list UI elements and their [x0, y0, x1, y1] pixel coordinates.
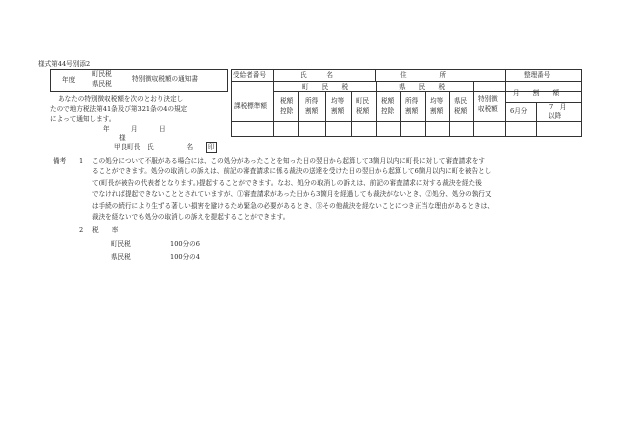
pref-deduction-1: 税額 [381, 97, 395, 105]
recipient-number-header: 受給者番号 [233, 71, 266, 79]
june-header: 6月分 [510, 107, 528, 115]
seal-label: 印 [208, 143, 215, 151]
fiscal-year-label: 年度 [62, 76, 76, 84]
table-rule [231, 121, 582, 122]
address-header: 住 所 [400, 71, 447, 79]
notice-line-1: あなたの特別徴収税額を次のとおり決定し [58, 95, 184, 103]
special-amount-header-2: 収税額 [478, 105, 498, 113]
pref-tax-group-header: 県 民 税 [399, 83, 446, 91]
table-rule [325, 91, 326, 137]
pref-tax-amount-1: 県民 [454, 97, 468, 105]
town-income-1: 所得 [305, 97, 319, 105]
table-rule [375, 69, 376, 81]
pref-income-2: 割額 [405, 107, 419, 115]
pref-equal-1: 均等 [430, 97, 444, 105]
table-rule [536, 102, 537, 137]
date-year: 年 [103, 125, 110, 133]
july-header-1: 7 月 [549, 103, 567, 111]
table-rule [473, 81, 474, 137]
town-deduction-2: 控除 [280, 107, 294, 115]
reference-number-header: 整理番号 [524, 71, 551, 79]
notice-title: 特別徴収税額の通知書 [132, 75, 198, 83]
tax-base-header: 課税標準額 [234, 102, 267, 110]
town-income-2: 割額 [305, 107, 319, 115]
pref-tax-rate-label: 県民税 [111, 253, 131, 261]
town-tax-rate-label: 町民税 [111, 240, 131, 248]
date-day: 日 [159, 125, 166, 133]
table-rule [425, 91, 426, 137]
name-header: 氏 名 [300, 71, 333, 79]
remark-1-line-1: この処分について不服がある場合には、この処分があったことを知った日の翌日から起算して3箇月以内に町長に対して審査請求をす [92, 157, 486, 165]
remark-2-number: 2 [79, 226, 84, 234]
pref-equal-2: 割額 [430, 107, 444, 115]
table-rule [505, 102, 582, 103]
remark-1-line-2: ることができます。処分の取消しの訴えは、前記の審査請求に係る裁決の送達を受けた日の翌日から起算して6箇月以内に町を被告とし [92, 167, 492, 175]
table-rule [400, 91, 401, 137]
table-rule [273, 69, 274, 137]
pref-income-1: 所得 [405, 97, 419, 105]
town-tax-label: 町民税 [92, 70, 112, 78]
pref-deduction-2: 控除 [381, 107, 395, 115]
town-tax-amount-1: 町民 [356, 97, 370, 105]
remark-1-line-5: は手続の続行により生ずる著しい損害を避けるため緊急の必要があるとき、③その他裁決を経ないことにつき正当な理由があるときは、 [92, 202, 494, 210]
notice-line-2: たので地方税法第41条及び第321条の4の規定 [50, 105, 188, 113]
town-deduction-1: 税額 [280, 97, 294, 105]
town-equal-2: 割額 [331, 107, 345, 115]
monthly-header: 月 割 額 [513, 89, 560, 97]
town-tax-amount-2: 税額 [356, 107, 370, 115]
remark-1-line-3: て(町長が被告の代表者となります。)提起することができます。なお、処分の取消しの訴えは、前記の審査請求に対する裁決を経た後 [92, 179, 482, 187]
town-tax-rate-value: 100分の6 [170, 240, 200, 248]
town-tax-group-header: 町 民 税 [302, 83, 349, 91]
addressee-suffix: 様 [119, 134, 126, 142]
date-month: 月 [131, 125, 138, 133]
july-header-2: 以降 [548, 112, 562, 120]
pref-tax-label: 県民税 [92, 80, 112, 88]
tax-rate-label: 税 率 [92, 226, 119, 234]
table-rule [449, 91, 450, 137]
table-rule [376, 81, 377, 137]
special-amount-header-1: 特別徴 [478, 95, 498, 103]
table-rule [298, 91, 299, 137]
table-rule [351, 91, 352, 137]
town-equal-1: 均等 [331, 97, 345, 105]
table-rule [231, 81, 582, 82]
table-rule [505, 69, 506, 137]
remark-1-number: 1 [79, 157, 84, 165]
pref-tax-rate-value: 100分の4 [170, 253, 200, 261]
sender-name: 甲良町長 氏 名 [114, 143, 194, 151]
remarks-label: 備考 [53, 157, 67, 165]
remark-1-line-4: でなければ提起できないこととされていますが、①審査請求があった日から3箇月を経過しても裁決がないとき、②処分、処分の執行又 [92, 190, 492, 198]
pref-tax-amount-2: 税額 [454, 107, 468, 115]
form-number: 様式第44号別添2 [38, 60, 91, 68]
remark-1-line-6: 裁決を経ないでも処分の取消しの訴えを提起することができます。 [92, 213, 290, 221]
notice-line-3: によって通知します。 [50, 115, 116, 123]
